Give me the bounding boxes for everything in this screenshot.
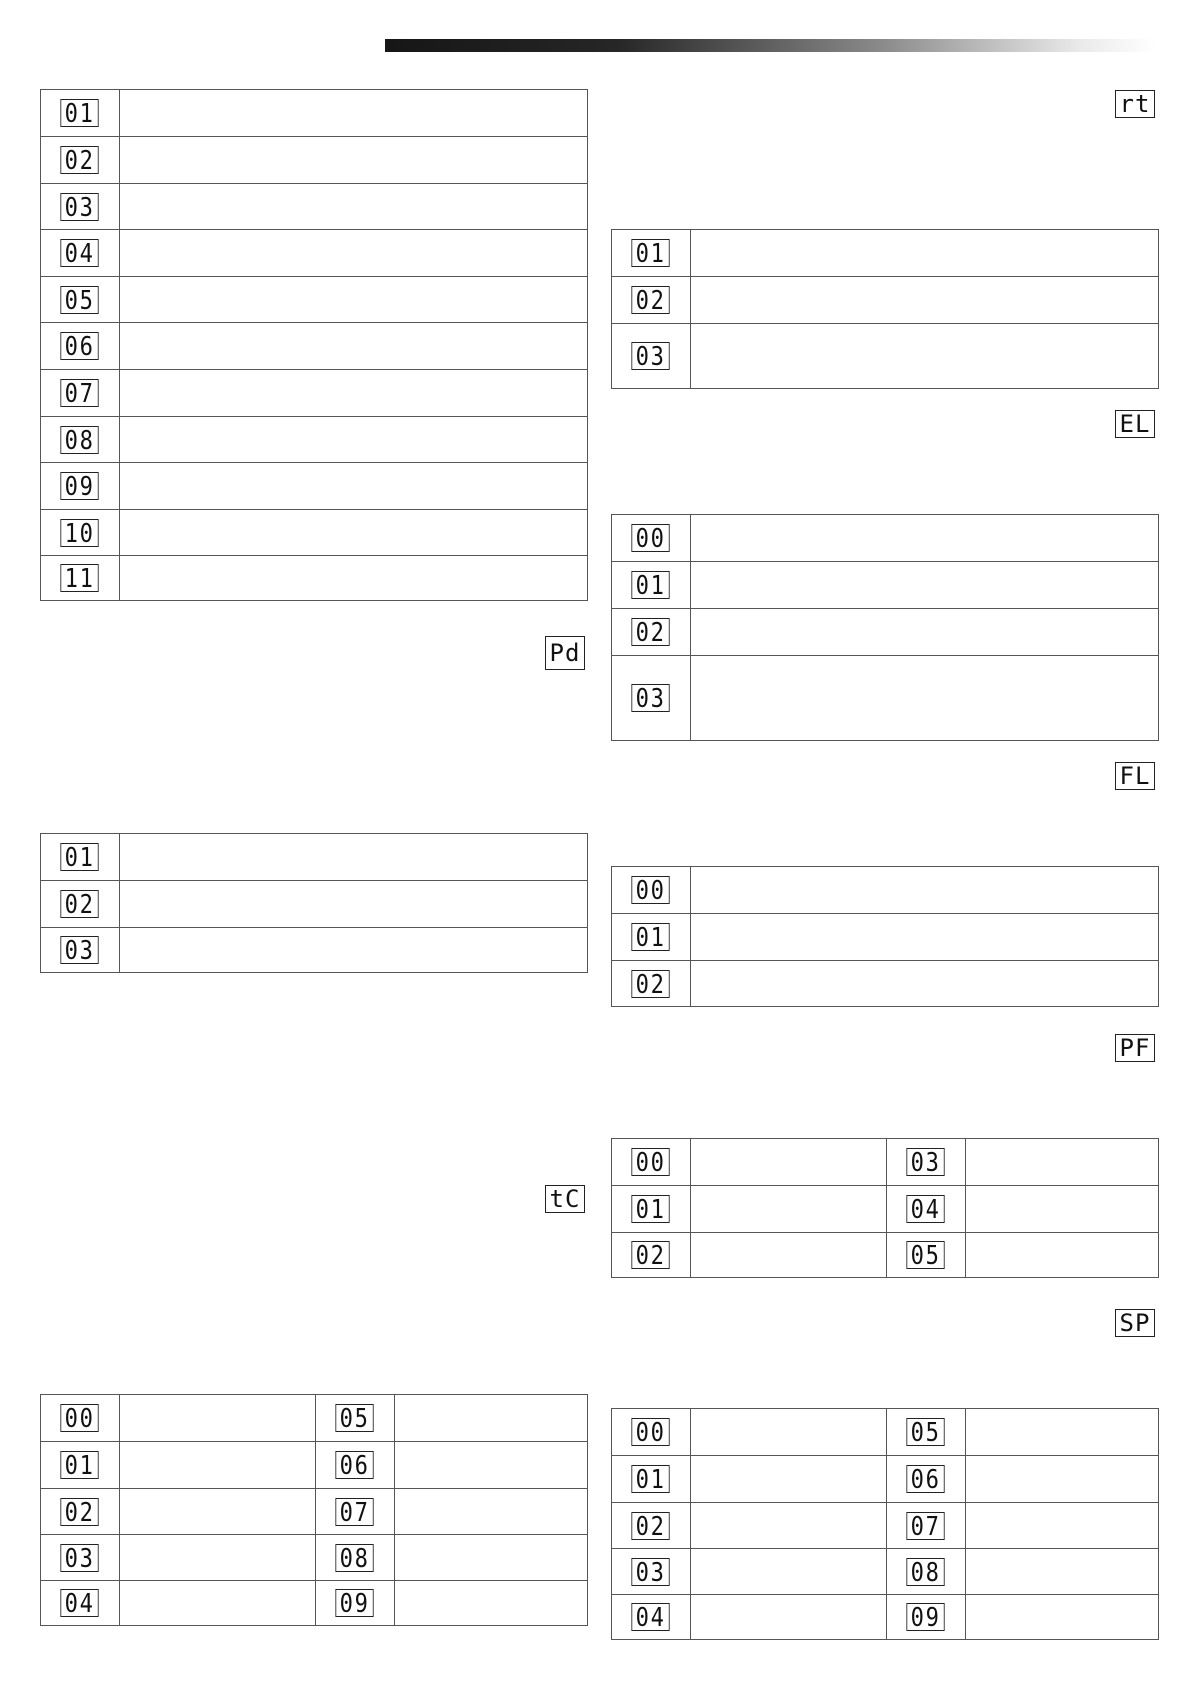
section-code-rt: rt	[1115, 90, 1155, 118]
table-row	[41, 183, 587, 229]
table-row	[41, 509, 587, 555]
code-label: 01	[632, 239, 671, 267]
table-row	[612, 1232, 886, 1277]
table-row	[887, 1594, 1158, 1639]
header-gradient-bar	[385, 39, 1155, 52]
code-label: 02	[632, 1512, 671, 1540]
code-label: 05	[907, 1241, 946, 1269]
table-column-left	[41, 1395, 315, 1625]
table-row	[41, 1395, 315, 1441]
code-label: 05	[336, 1404, 375, 1432]
table-row	[612, 1409, 886, 1455]
section-code-tc: tC	[545, 1185, 585, 1213]
code-label: 07	[907, 1512, 946, 1540]
table-row	[41, 1534, 315, 1580]
code-label: 02	[632, 1241, 671, 1269]
code-label: 11	[61, 564, 100, 592]
section-code-fl: FL	[1115, 762, 1155, 790]
table-tc	[40, 1394, 588, 1626]
code-label: 01	[632, 1465, 671, 1493]
code-label: 02	[632, 286, 671, 314]
table-row	[612, 1502, 886, 1548]
code-label: 01	[61, 843, 100, 871]
table-row	[316, 1441, 587, 1488]
code-label: 01	[632, 571, 671, 599]
table-column-left	[612, 1139, 886, 1277]
table-row	[612, 515, 1158, 561]
code-label: 03	[61, 193, 100, 221]
code-label: 09	[907, 1603, 946, 1631]
code-label: 02	[61, 890, 100, 918]
code-label: 08	[907, 1558, 946, 1586]
table-row	[612, 561, 1158, 608]
code-label: 04	[61, 239, 100, 267]
table-column-right	[887, 1139, 1158, 1277]
code-label: 05	[61, 286, 100, 314]
table-pd	[40, 833, 588, 973]
section-code-el: EL	[1115, 410, 1155, 438]
code-label: 02	[61, 1498, 100, 1526]
table-row	[41, 880, 587, 927]
code-label: 00	[632, 1148, 671, 1176]
table-row	[41, 462, 587, 509]
table-row	[612, 1139, 886, 1185]
table-row	[887, 1502, 1158, 1548]
table-row	[612, 323, 1158, 388]
code-label: 06	[336, 1451, 375, 1479]
code-label: 04	[632, 1603, 671, 1631]
code-label: 03	[61, 936, 100, 964]
code-label: 03	[907, 1148, 946, 1176]
table-rt	[611, 229, 1159, 389]
code-label: 00	[61, 1404, 100, 1432]
table-row	[612, 913, 1158, 960]
code-label: 00	[632, 876, 671, 904]
table-row	[612, 655, 1158, 740]
code-label: 08	[61, 426, 100, 454]
table-row	[316, 1534, 587, 1580]
code-label: 09	[336, 1589, 375, 1617]
table-fl	[611, 866, 1159, 1007]
section-code-sp: SP	[1115, 1309, 1155, 1337]
code-label: 04	[61, 1589, 100, 1617]
code-label: 02	[632, 618, 671, 646]
table-row	[316, 1395, 587, 1441]
table-row	[612, 867, 1158, 913]
table-row	[41, 555, 587, 600]
table-el	[611, 514, 1159, 741]
table-row	[41, 229, 587, 276]
code-label: 05	[907, 1418, 946, 1446]
code-label: 01	[61, 99, 100, 127]
code-label: 10	[61, 519, 100, 547]
table-column-left	[612, 1409, 886, 1639]
table-row	[316, 1580, 587, 1625]
table-column-right	[316, 1395, 587, 1625]
section-code-pd: Pd	[545, 636, 585, 670]
code-label: 02	[632, 970, 671, 998]
table-row	[41, 322, 587, 369]
code-label: 07	[336, 1498, 375, 1526]
code-label: 06	[61, 332, 100, 360]
table-main-list	[40, 89, 588, 601]
section-code-pf: PF	[1115, 1034, 1155, 1062]
table-row	[41, 136, 587, 183]
table-row	[41, 1441, 315, 1488]
table-row	[887, 1139, 1158, 1185]
code-label: 07	[61, 379, 100, 407]
table-pf	[611, 1138, 1159, 1278]
code-label: 01	[61, 1451, 100, 1479]
code-label: 01	[632, 923, 671, 951]
code-label: 00	[632, 1418, 671, 1446]
table-row	[887, 1409, 1158, 1455]
code-label: 00	[632, 524, 671, 552]
code-label: 09	[61, 472, 100, 500]
table-sp	[611, 1408, 1159, 1640]
code-label: 03	[632, 342, 671, 370]
table-row	[612, 230, 1158, 276]
table-row	[612, 960, 1158, 1006]
table-row	[41, 1580, 315, 1625]
table-row	[41, 416, 587, 462]
table-row	[316, 1488, 587, 1534]
table-row	[887, 1548, 1158, 1594]
code-label: 02	[61, 146, 100, 174]
code-label: 08	[336, 1544, 375, 1572]
table-row	[41, 90, 587, 136]
table-row	[612, 1548, 886, 1594]
table-row	[41, 369, 587, 416]
table-row	[41, 1488, 315, 1534]
table-row	[41, 834, 587, 880]
table-row	[612, 276, 1158, 323]
code-label: 03	[632, 1558, 671, 1586]
code-label: 03	[61, 1544, 100, 1572]
code-label: 01	[632, 1195, 671, 1223]
table-row	[887, 1232, 1158, 1277]
table-row	[612, 608, 1158, 655]
code-label: 03	[632, 684, 671, 712]
code-label: 06	[907, 1465, 946, 1493]
table-column-right	[887, 1409, 1158, 1639]
table-row	[612, 1594, 886, 1639]
table-row	[41, 276, 587, 322]
code-label: 04	[907, 1195, 946, 1223]
table-row	[887, 1455, 1158, 1502]
table-row	[887, 1185, 1158, 1232]
table-row	[41, 927, 587, 972]
table-row	[612, 1185, 886, 1232]
table-row	[612, 1455, 886, 1502]
